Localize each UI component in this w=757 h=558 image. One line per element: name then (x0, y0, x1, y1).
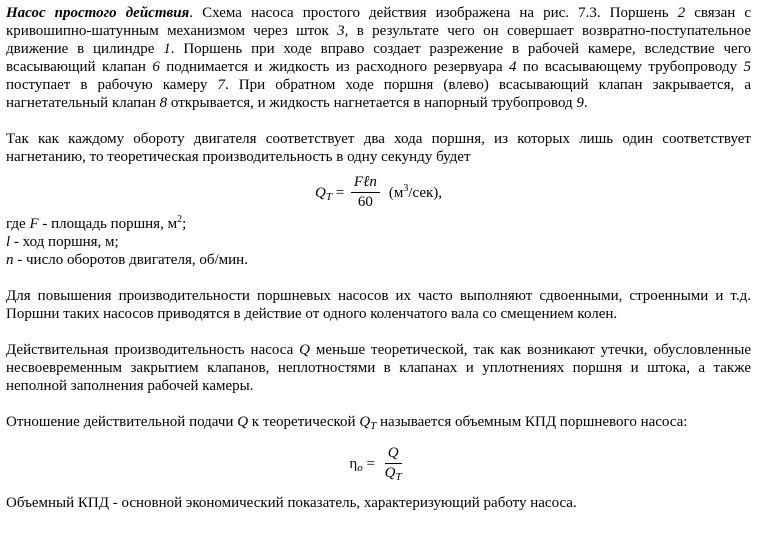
ref-number: 9 (576, 95, 584, 111)
ref-number: 4 (509, 59, 517, 75)
ref-number: 5 (743, 59, 751, 75)
paragraph-title: Насос простого действия (6, 5, 190, 21)
text-run: . Схема насоса простого действия изображена на рис. 7.3. Поршень (189, 5, 678, 21)
ref-number: 3 (337, 23, 345, 39)
formula-lhs: $\eta_o$ (349, 455, 363, 474)
formula-fraction (382, 445, 405, 482)
variable-definitions (6, 215, 751, 269)
paragraph-conclusion: Объемный КПД - основной экономический показатель, характеризующий работу насоса. (6, 495, 577, 511)
paragraph-volumetric-efficiency: Отношение действительной подачи Q к теоретической $Q_T$ называется объемным КПД поршневого насоса: (6, 414, 688, 432)
formula-theoretical-capacity (6, 174, 751, 211)
fraction-numerator: Fℓn (351, 174, 380, 193)
paragraph-theoretical-capacity: Так как каждому обороту двигателя соответствует два хода поршня, из которых лишь один соответствует нагнетанию, то теоретическая производительность в одну секунду будет (6, 131, 751, 165)
paragraph-single-acting-pump (6, 4, 751, 112)
text-run: . При обратном ходе поршня (влево) всасывающий клапан закрывается, а нагнетательный клапан (6, 77, 751, 111)
text-run: по всасывающему трубопроводу (516, 59, 744, 75)
text-run: . (583, 95, 588, 111)
formula-volumetric-efficiency (6, 445, 751, 482)
paragraph-multi-piston: Для повышения производительности поршневых насосов их часто выполняют сдвоенными, строенными и т.д. Поршни таких насосов приводятся в действие от одного коленчатого вала со смещением колен. (6, 288, 751, 322)
text-run: , в результате чего он совершает возвратно-поступательное движение в цилиндре (6, 23, 751, 57)
ref-number: 2 (677, 5, 686, 21)
definition-stroke: l - ход поршня, м; (6, 234, 119, 250)
text-run: связан с кривошипно-шатунным механизмом через шток (6, 5, 751, 39)
definition-rpm: n - число оборотов двигателя, об/мин. (6, 252, 248, 268)
ref-number: 7 (217, 77, 225, 93)
formula-fraction (351, 174, 380, 211)
ref-number: 6 (152, 59, 160, 75)
text-run: поднимается и жидкость из расходного резервуара (159, 59, 510, 75)
paragraph-actual-capacity: Действительная производительность насоса Q меньше теоретической, так как возникают утечки, обусловленные несвоевременным закрытием клапанов, неплотностями в клапанах и уплотнениях поршня и штока, а также неполной заполнения рабочей камеры. (6, 342, 751, 394)
formula-unit: $(м^3/сек)$, (388, 182, 443, 201)
text-run: . Поршень при ходе вправо создает разрежение в рабочей камере, вследствие чего всасывающий клапан (6, 41, 751, 75)
fraction-denominator: 60 (357, 194, 373, 210)
formula-equals: = (331, 184, 348, 201)
formula-equals: = (362, 455, 379, 472)
fraction-denominator: $Q_T$ (384, 465, 402, 483)
ref-number: 1 (163, 41, 171, 57)
text-run: открывается, и жидкость нагнетается в напорный трубопровод (167, 95, 577, 111)
formula-lhs: $Q_T$ (314, 184, 332, 203)
text-run: поступает в рабочую камеру (6, 77, 218, 93)
ref-number: 8 (159, 95, 168, 111)
definition-area: где F - площадь поршня, $м^2$; (6, 214, 187, 232)
fraction-numerator: Q (385, 445, 402, 464)
